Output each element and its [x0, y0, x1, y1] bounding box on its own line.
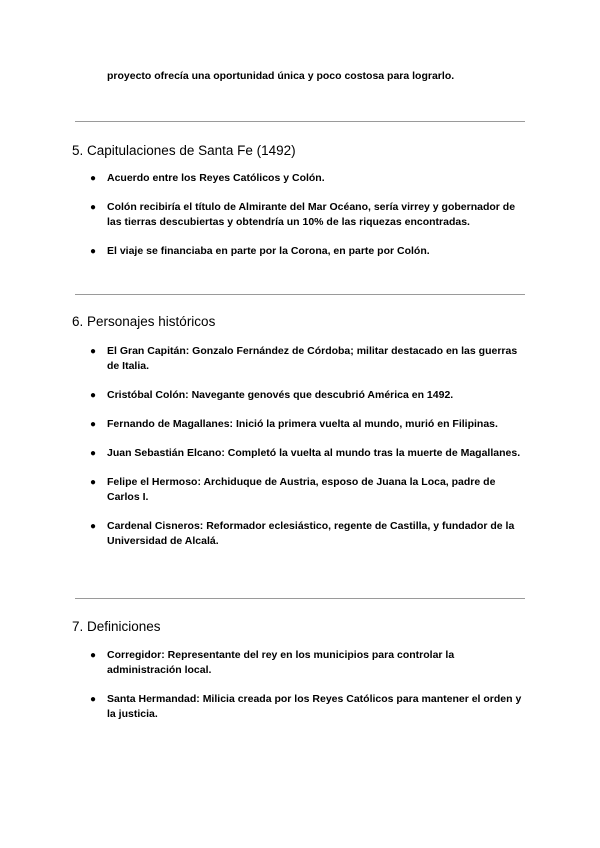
bullet-icon: ● [90, 202, 97, 213]
list-item: ● Felipe el Hermoso: Archiduque de Austria, esposo de Juana la Loca, padre de Carlos I. [90, 476, 496, 503]
list-item: ● Acuerdo entre los Reyes Católicos y Colón. [90, 172, 325, 184]
section-heading-6: 6. Personajes históricos [72, 314, 216, 329]
section-list-5 [90, 171, 530, 273]
list-item: ● Juan Sebastián Elcano: Completó la vuelta al mundo tras la muerte de Magallanes. [90, 447, 521, 459]
intro-paragraph: proyecto ofrecía una oportunidad única y poco costosa para lograrlo. [107, 70, 455, 82]
bullet-icon: ● [90, 419, 97, 430]
list-item: ● El Gran Capitán: Gonzalo Fernández de Córdoba; militar destacado en las guerras de Italia. [90, 345, 518, 372]
bullet-icon: ● [90, 694, 97, 705]
bullet-icon: ● [90, 448, 97, 459]
list-item: ● Fernando de Magallanes: Inició la primera vuelta al mundo, murió en Filipinas. [90, 418, 498, 430]
section-divider [75, 121, 525, 122]
list-item: ● Cristóbal Colón: Navegante genovés que descubrió América en 1492. [90, 389, 454, 401]
section-list-7 [90, 648, 530, 736]
list-item: ● Santa Hermandad: Milicia creada por los Reyes Católicos para mantener el orden y la justicia. [90, 693, 522, 720]
list-item: ● Colón recibiría el título de Almirante del Mar Océano, sería virrey y gobernador de las tierras descubiertas y obtendría un 10% de las riquezas encontradas. [90, 201, 516, 228]
bullet-icon: ● [90, 173, 97, 184]
list-item: ● Cardenal Cisneros: Reformador eclesiástico, regente de Castilla, y fundador de la Universidad de Alcalá. [90, 520, 515, 547]
list-item: ● Corregidor: Representante del rey en los municipios para controlar la administración local. [90, 649, 455, 676]
bullet-icon: ● [90, 477, 97, 488]
section-heading-7: 7. Definiciones [72, 619, 161, 634]
section-divider [75, 598, 525, 599]
bullet-icon: ● [90, 521, 97, 532]
bullet-icon: ● [90, 650, 97, 661]
bullet-icon: ● [90, 390, 97, 401]
bullet-icon: ● [90, 246, 97, 257]
section-divider [75, 294, 525, 295]
section-heading-5: 5. Capitulaciones de Santa Fe (1492) [72, 143, 296, 158]
section-list-6 [90, 344, 530, 563]
bullet-icon: ● [90, 346, 97, 357]
list-item: ● El viaje se financiaba en parte por la Corona, en parte por Colón. [90, 245, 430, 257]
